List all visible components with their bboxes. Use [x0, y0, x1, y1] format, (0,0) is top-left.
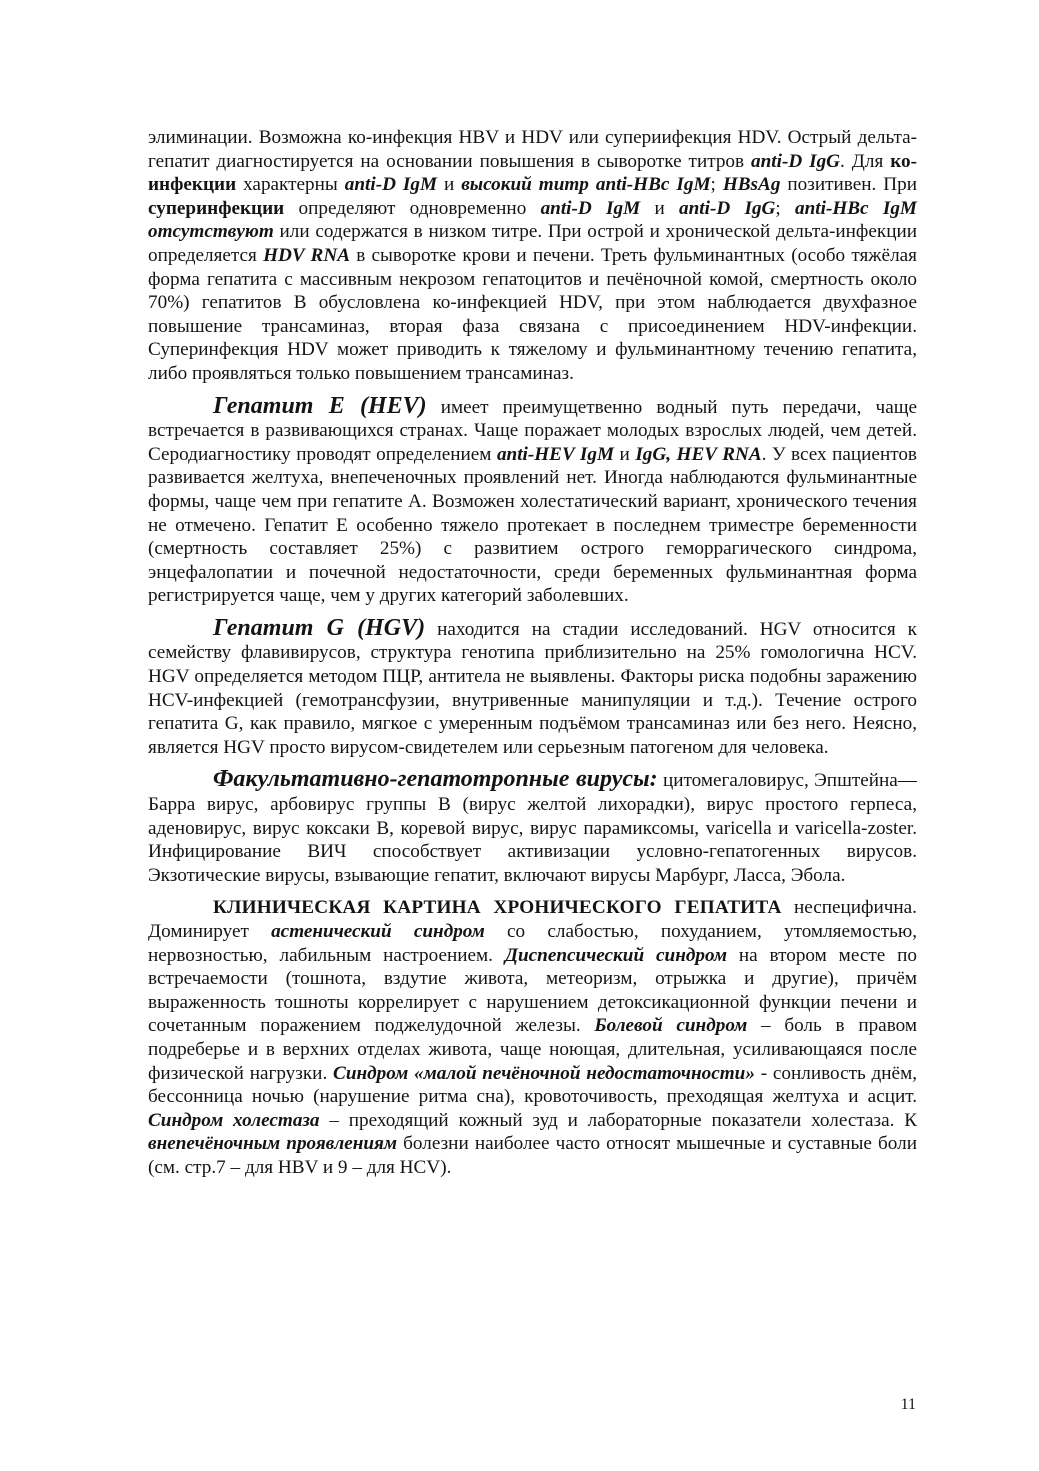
text-run: находится на стадии исследований. HGV относится к семейству флавивирусов, структура генотипа приблизительно на 25% гомологична HCV. HGV определяется методом ПЦР, антитела не выявлены. Факторы риска подобны заражению HCV-инфекцией (гемотрансфузии, внутривенные манипуляции и т.д.). Течение острого гепатита G, как правило, мягкое с умеренным подъёмом трансаминаз или без него. Неясно, является HGV просто вирусом-свидетелем или серьезным патогеном для человека. [148, 618, 917, 758]
emphasis-text: Синдром холестаза [148, 1109, 320, 1131]
emphasis-text: высокий титр anti-HBc IgM [461, 174, 711, 196]
page-number: 11 [900, 1396, 916, 1413]
emphasis-text: anti-D IgM [344, 174, 438, 196]
text-run: или содержатся в низком титре. При острой и хронической дельта-инфекции определяется [148, 221, 917, 266]
paragraph-hdv [148, 126, 917, 386]
text-run: и [640, 197, 680, 219]
text-run: и [614, 443, 636, 465]
text-run: – преходящий кожный зуд и лабораторные показатели холестаза. К [319, 1109, 918, 1131]
emphasis-text: anti-HEV IgM [496, 443, 615, 465]
text-run: неспецифична. Доминирует [148, 897, 917, 942]
paragraph-facultative-viruses [148, 768, 917, 887]
body-text [148, 126, 917, 1180]
text-run: и [437, 174, 462, 196]
emphasis-text: anti-D IgG [679, 197, 776, 219]
text-run: - сонливость днём, бессонница ночью (нарушение ритма сна), кровоточивость, преходящая желтуха и асцит. [148, 1062, 918, 1108]
section-heading: Факультативно-гепатотропные вирусы: [213, 766, 658, 793]
text-run: . Для [840, 150, 891, 172]
emphasis-text: Болевой синдром [594, 1015, 748, 1037]
text-run: ; [710, 174, 723, 196]
text-run: в сыворотке крови и печени. Треть фульминантных (особо тяжёлая форма гепатита с массивным некрозом гепатоцитов и печёночной комой, смертность около 70%) гепатитов В обусловлена ко-инфекцией HDV, при этом наблюдается двухфазное повышение трансаминаз, вторая фаза связана с присоединением HDV-инфекции. Суперинфекция HDV может приводить к тяжелому и фульминантному течению гепатита, либо проявляться только повышением трансаминаз. [148, 244, 917, 384]
text-run: имеет преимущетвенно водный путь передачи, чаще встречается в развивающихся странах. Чаще поражает молодых взрослых людей, чем детей. Серодиагностику проводят определением [148, 396, 917, 465]
section-heading: Гепатит G (HGV) [213, 614, 426, 641]
text-run: характерны [236, 174, 345, 196]
text-run: цитомегаловирус, Эпштейна—Барра вирус, арбовирус группы В (вирус желтой лихорадки), вирус простого герпеса, аденовирус, вирус коксаки В, коревой вирус, вирус парамиксомы, varicella и varicella-zoster. Инфицирование ВИЧ способствует активизации условно-гепатогенных вирусов. Экзотические вирусы, взывающие гепатит, включают вирусы Марбург, Ласса, Эбола. [148, 770, 917, 886]
text-run: – боль в правом подреберье и в верхних отделах живота, чаще ноющая, длительная, усиливающаяся после физической нагрузки. [148, 1015, 917, 1084]
emphasis-text: внепечёночным проявлениям [148, 1133, 398, 1155]
emphasis-text: суперинфекции [148, 197, 285, 219]
emphasis-text: КЛИНИЧЕСКАЯ КАРТИНА ХРОНИЧЕСКОГО ГЕПАТИТА [213, 897, 782, 919]
emphasis-text: anti-D IgM [540, 197, 641, 219]
emphasis-text: HBsAg [722, 174, 781, 196]
emphasis-text: Синдром «малой печёночной недостаточности» [333, 1062, 755, 1084]
text-run: болезни наиболее часто относят мышечные и суставные боли (см. стр.7 – для HBV и 9 – для HCV). [148, 1133, 917, 1178]
section-heading: Гепатит Е (HEV) [213, 392, 427, 419]
text-run: позитивен. При [780, 174, 917, 196]
text-run: ; [775, 197, 796, 219]
emphasis-text: астенический синдром [271, 921, 485, 942]
emphasis-text: anti-HBc IgM отсутствуют [148, 197, 917, 243]
emphasis-text: anti-D IgG [751, 150, 841, 172]
text-run: на втором месте по встречаемости (тошнота, вздутие живота, метеоризм, отрыжка и другие), причём выраженность тошноты коррелирует с нарушением детоксикационной функции печени и сочетанным поражением поджелудочной железы. [148, 944, 917, 1037]
paragraph-clinical-picture [148, 896, 917, 1179]
text-run: со слабостью, похуданием, утомляемостью, нервозностью, лабильным настроением. [148, 921, 917, 966]
paragraph-hepatitis-g [148, 614, 917, 760]
paragraph-hepatitis-e [148, 392, 917, 608]
emphasis-text: ко-инфекции [148, 150, 917, 196]
emphasis-text: HDV RNA [263, 244, 350, 266]
text-run: элиминации. Возможна ко-инфекция HBV и HDV или супериифекция HDV. Острый дельта-гепатит диагностируется на основании повышения в сыворотке титров [148, 127, 917, 172]
text-run: . У всех пациентов развивается желтуха, внепеченочных проявлений нет. Иногда наблюдаются фульминантные формы, чаще чем при гепатите А. Возможен холестатический вариант, хронического течения не отмечено. Гепатит Е особенно тяжело протекает в последнем триместре беременности (смертность составляет 25%) с развитием острого геморрагического синдрома, энцефалопатии и почечной недостаточности, среди беременных фульминантная форма регистрируется чаще, чем у других категорий заболевших. [148, 443, 917, 607]
emphasis-text: Диспепсический синдром [504, 944, 727, 966]
emphasis-text: IgG, HEV RNA [635, 443, 762, 465]
text-run: определяют одновременно [284, 197, 541, 219]
